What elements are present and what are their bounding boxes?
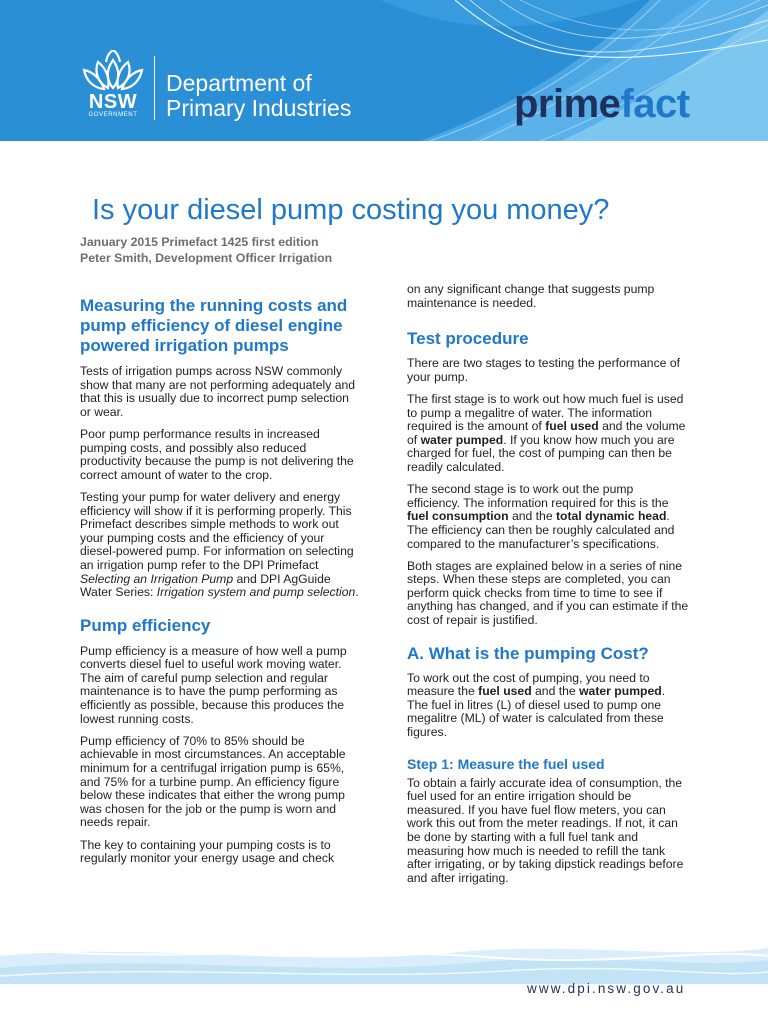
paragraph: The key to containing your pumping costs is to regularly monitor your energy usage and check xyxy=(80,837,335,866)
right-column xyxy=(407,283,689,894)
text-run: . If you know how much you are charged for fuel, the cost of pumping can then be readily calculated. xyxy=(407,432,675,474)
author-line: Peter Smith, Development Officer Irrigation xyxy=(80,251,333,265)
text-run: and the xyxy=(508,509,556,524)
left-column xyxy=(80,296,360,874)
department-line-2: Primary Industries xyxy=(166,95,352,121)
key-term: fuel used xyxy=(478,684,532,699)
document-meta xyxy=(80,234,332,266)
waratah-icon xyxy=(80,50,146,92)
text-run: and the volume of xyxy=(407,419,686,447)
step-heading-measure-fuel: Step 1: Measure the fuel used xyxy=(407,755,605,772)
department-name xyxy=(166,71,426,121)
paragraph: There are two stages to testing the performance of your pump. xyxy=(407,356,681,384)
paragraph: Tests of irrigation pumps across NSW commonly show that many are not performing adequately and that this is usually due to incorrect pump selection or wear. xyxy=(80,364,356,419)
paragraph xyxy=(407,672,689,740)
footer-wave-graphic xyxy=(0,942,768,984)
key-term: water pumped xyxy=(579,684,662,699)
paragraph xyxy=(407,483,689,551)
key-term: fuel used xyxy=(545,419,599,434)
paragraph: Pump efficiency of 70% to 85% should be achievable in most circumstances. An acceptable minimum for a centrifugal irrigation pump is 65%, and 75% for a turbine pump. An efficiency figure below these indicates that either the wrong pump was chosen for the job or the pump is worn and needs repair. xyxy=(80,733,346,830)
section-heading-pump-efficiency: Pump efficiency xyxy=(80,615,211,635)
text-run: . The fuel in litres (L) of diesel used to pump one megalitre (ML) of water is calculated from these figures. xyxy=(407,684,666,740)
text-run: and the xyxy=(531,684,580,699)
brand-part-prime: prime xyxy=(514,82,621,126)
paragraph: Poor pump performance results in increased pumping costs, and possibly also reduced productivity because the pump is not delivering the correct amount of water to the crop. xyxy=(80,426,354,482)
text-run: To work out the cost of pumping, you need to measure the xyxy=(407,670,650,699)
paragraph: To obtain a fairly accurate idea of consumption, the fuel used for an entire irrigation should be measured. If you have fuel flow meters, you can work this out from the meter readings. If not, it can be done by starting with a full fuel tank and measuring how much is needed to refill the tank after irrigating, or by taking dipstick readings before and after irrigating. xyxy=(407,775,684,885)
logo-wordmark: NSW xyxy=(88,91,138,113)
section-heading-measuring: Measuring the running costs and pump efficiency of diesel engine powered irrigation pumps xyxy=(80,296,348,355)
footer-wave-band xyxy=(0,942,768,984)
text-run: and DPI AgGuide Water Series: xyxy=(80,571,331,600)
footer-website-link[interactable]: www.dpi.nsw.gov.au xyxy=(527,981,686,996)
section-heading-test-procedure: Test procedure xyxy=(407,329,529,349)
publication-line: January 2015 Primefact 1425 first edition xyxy=(80,235,319,249)
header-banner xyxy=(0,0,768,141)
logo-subtext: GOVERNMENT xyxy=(88,112,138,118)
paragraph: Both stages are explained below in a series of nine steps. When these steps are completed, you can perform quick checks from time to time to see if anything has changed, and if you can estimate if the cost of repair is justified. xyxy=(407,558,689,628)
paragraph: on any significant change that suggests pump maintenance is needed. xyxy=(407,282,655,310)
page-title: Is your diesel pump costing you money? xyxy=(92,194,610,226)
key-term: total dynamic head xyxy=(556,509,667,524)
paragraph xyxy=(80,491,360,600)
publication-reference: Selecting an Irrigation Pump xyxy=(80,571,234,586)
text-run: Testing your pump for water delivery and energy efficiency will show if it is performing properly. This Primefact describes simple methods to work out your pumping costs and the efficiency of your diesel-powered pump. For information on selecting an irrigation pump refer to the DPI Primefact xyxy=(80,489,354,572)
paragraph xyxy=(407,393,689,475)
publication-reference: Irrigation system and pump selection xyxy=(156,585,356,600)
brand-part-fact: fact xyxy=(620,82,690,126)
text-run: The second stage is to work out the pump efficiency. The information required for this is the xyxy=(407,482,669,510)
text-run: The first stage is to work out how much fuel is used to pump a megalitre of water. The information required is the amount of xyxy=(407,391,684,434)
paragraph: Pump efficiency is a measure of how well a pump converts diesel fuel to useful work moving water. The aim of careful pump selection and regular maintenance is to have the pump performing as efficiently as possible, because this produces the lowest running costs. xyxy=(80,643,347,726)
nsw-government-logo xyxy=(80,50,146,122)
primefact-wordmark xyxy=(514,82,690,126)
header-divider xyxy=(154,56,155,120)
key-term: fuel consumption xyxy=(407,509,509,524)
section-heading-pumping-cost: A. What is the pumping Cost? xyxy=(407,643,649,663)
department-line-1: Department of xyxy=(166,70,312,96)
text-run: . The efficiency can then be roughly calculated and compared to the manufacturer’s specifications. xyxy=(407,509,675,551)
key-term: water pumped xyxy=(420,432,504,447)
text-run: . xyxy=(355,585,359,600)
